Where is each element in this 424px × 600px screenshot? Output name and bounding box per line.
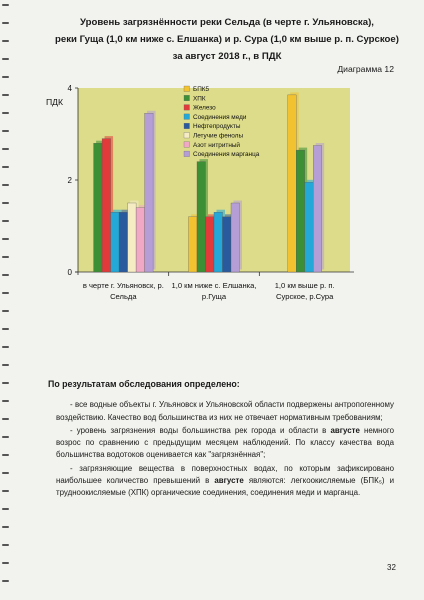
bar-1-1 [197,162,206,272]
bar-4-0 [119,212,128,272]
finding-paragraph: - все водные объекты г. Ульяновск и Ульяновской области подвержены антропогенному воздействию. Качество вод большинства из них не отвечает нормативным требованиям; [56,400,394,422]
x-tick-label: Сурское, р.Сура [276,292,334,301]
y-tick-label: 4 [67,84,72,93]
paragraph-text: являются: легкоокисляемые (БПК₅) и трудноокисляемые (ХПК) органические соединения, соединения меди и марганца. [56,476,395,498]
title-line: реки Гуща (1,0 км ниже с. Елшанка) и р. Сура (1,0 км выше р. п. Сурское) [55,34,399,45]
legend-entry: Железо [193,104,216,112]
paragraph-text: немного возрос по сравнению с предыдущим месяцем наблюдений. По классу качества вода большинства водотоков оценивается как "загрязнённая"; [56,425,394,460]
y-axis-label: ПДК [46,97,64,107]
finding-paragraph [56,425,394,462]
bar-2-1 [206,217,215,272]
legend-swatch [184,86,190,92]
paragraph-text: - загрязняющие вещества в поверхностных водах, по которым зафиксировано наибольшее количество превышений в [56,463,394,486]
bar-7-2 [313,146,322,273]
legend-swatch [184,95,190,101]
binder-hole [2,544,9,546]
bar-7-1 [231,203,240,272]
legend-swatch [184,142,190,148]
paragraph-text: - уровень загрязнения воды большинства рек города и области в [70,425,331,435]
binder-hole [2,580,9,582]
x-tick-label: 1,0 км ниже с. Елшанка, [171,281,257,290]
x-tick-label: в черте г. Ульяновск, р. [82,281,164,290]
legend-swatch [184,114,190,120]
paragraph-emphasis: августе [330,425,360,435]
legend-entry: Соединения марганца [193,151,260,159]
binder-hole [2,346,9,348]
binder-hole [2,526,9,528]
legend-swatch [184,105,190,111]
legend-entry: Соединения меди [193,113,247,121]
bar-3-1 [214,212,223,272]
bar-7-0 [145,113,154,272]
binder-hole [2,400,9,402]
diagram-number: Диаграмма 12 [337,64,394,74]
binder-hole [2,382,9,384]
bar-0-1 [189,217,198,272]
legend-entry: Азот нитритный [193,141,241,149]
x-tick-label: Сельда [110,292,137,301]
bar-4-1 [223,217,232,272]
legend-swatch [184,133,190,139]
legend-swatch [184,151,190,157]
bar-0-2 [288,95,297,272]
title-line: за август 2018 г., в ПДК [172,51,282,62]
binder-hole [2,508,9,510]
findings-heading: По результатам обследования определено: [48,379,240,389]
bar-3-0 [111,212,120,272]
bar-3-2 [305,182,314,272]
bar-5-0 [128,203,137,272]
binder-hole [2,418,9,420]
legend-entry: БПК5 [193,86,210,93]
legend-entry: Летучие фенолы [193,132,244,140]
legend-entry: ХПК [193,95,206,103]
bar-1-2 [296,150,305,272]
binder-hole [2,436,9,438]
binder-hole [2,364,9,366]
findings-section [48,378,395,501]
legend-swatch [184,123,190,129]
bar-1-0 [94,143,103,272]
legend-entry: Нефтепродукты [193,123,241,131]
y-tick-label: 0 [67,268,72,277]
x-tick-label: 1,0 км выше р. п. [274,281,335,290]
page-number: 32 [387,563,396,572]
bar-6-0 [136,208,145,272]
binder-hole [2,472,9,474]
y-tick-label: 2 [67,176,72,185]
paragraph-emphasis: августе [214,476,244,486]
binder-hole [2,454,9,456]
binder-hole [2,562,9,564]
binder-hole [2,490,9,492]
x-tick-label: р.Гуща [201,292,227,301]
bar-2-0 [102,139,111,272]
finding-paragraph [56,463,394,500]
title-line: Уровень загрязнённости реки Сельда (в черте г. Ульяновска), [80,17,374,28]
